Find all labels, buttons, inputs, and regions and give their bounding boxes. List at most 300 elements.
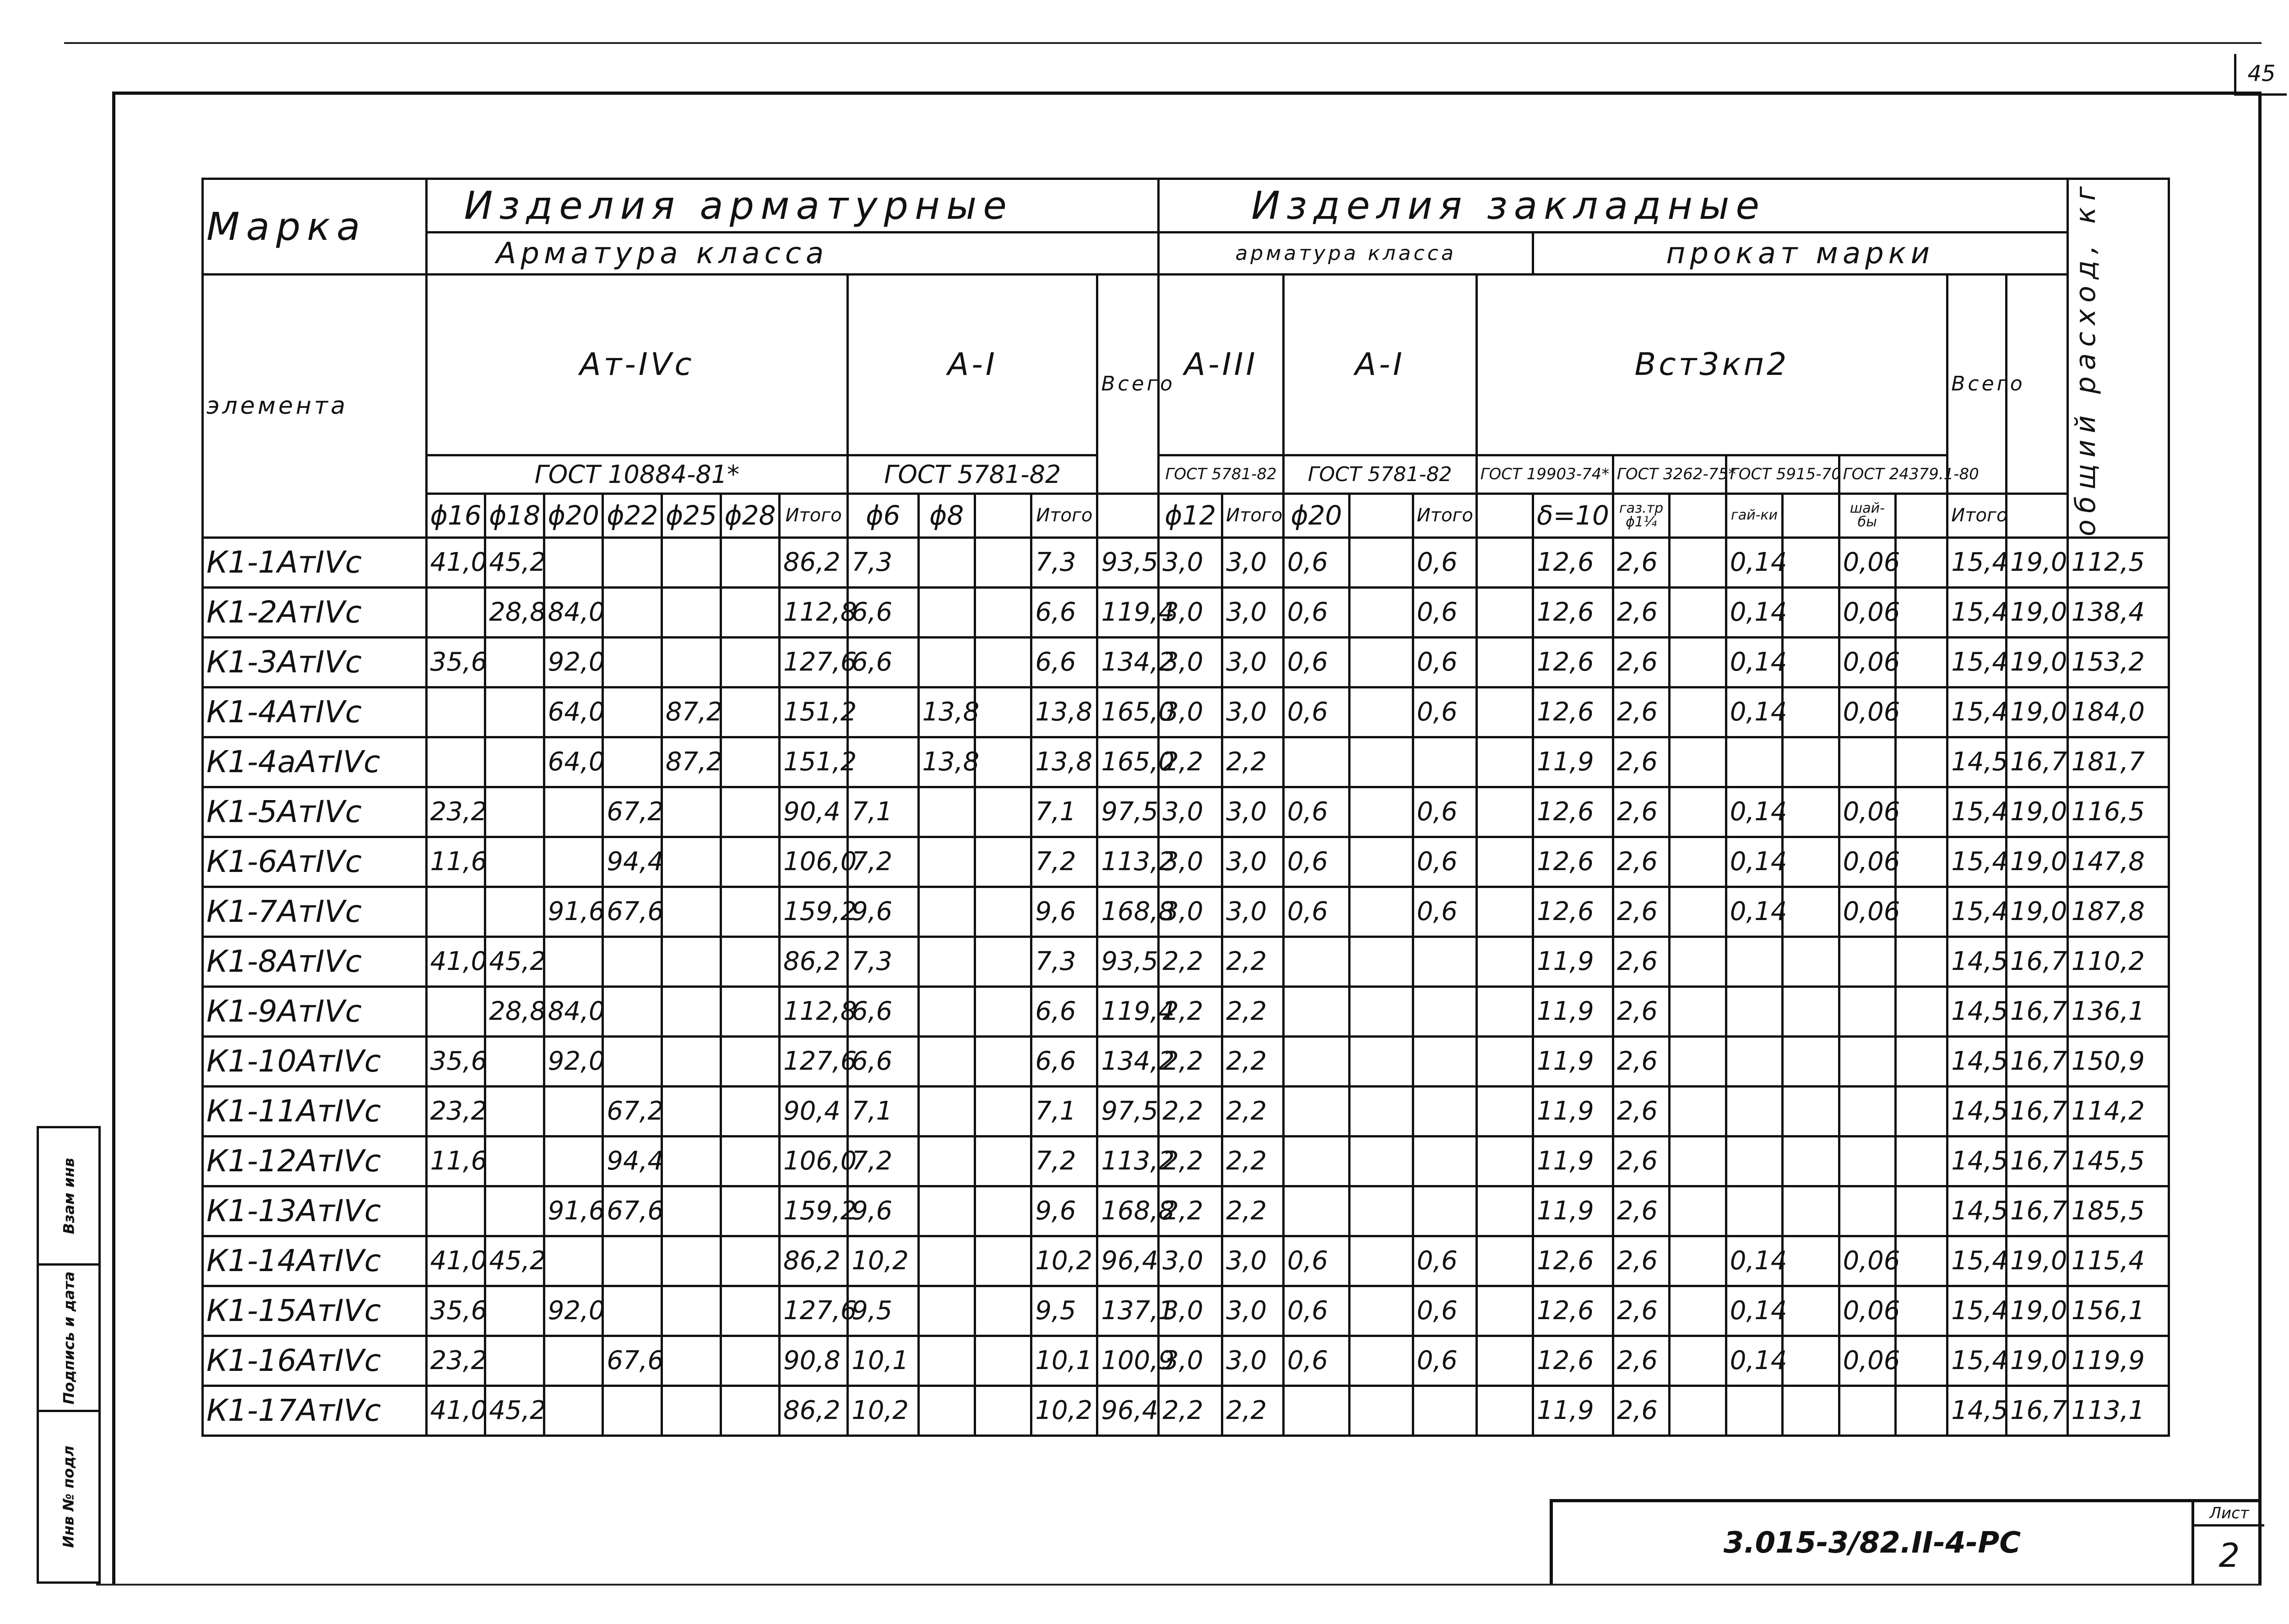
table-cell <box>426 737 485 787</box>
table-cell <box>1896 1086 1947 1136</box>
table-cell <box>721 837 780 887</box>
table-cell: 84,0 <box>544 986 603 1036</box>
table-cell <box>1896 1236 1947 1286</box>
header-d20b: ϕ20 <box>1283 493 1349 537</box>
table-cell: 3,0 <box>1222 587 1284 637</box>
table-cell <box>1670 637 1726 687</box>
table-cell <box>1670 1386 1726 1435</box>
table-cell <box>721 1386 780 1435</box>
table-cell <box>721 737 780 787</box>
table-cell: 2,6 <box>1613 587 1669 637</box>
table-cell <box>1896 737 1947 787</box>
table-cell: 12,6 <box>1533 637 1613 687</box>
table-cell <box>975 1036 1031 1086</box>
table-cell: 153,2 <box>2067 637 2169 687</box>
table-cell <box>544 837 603 887</box>
top-rule <box>64 42 2262 44</box>
header-total-2: Всего <box>1947 275 2007 494</box>
table-cell: 119,4 <box>1097 587 1159 637</box>
table-cell: 113,2 <box>1097 837 1159 887</box>
row-mark: К1-6АтIVс <box>203 837 427 887</box>
table-cell: 16,7 <box>2006 986 2067 1036</box>
table-cell <box>485 737 544 787</box>
table-row <box>203 1136 2169 1186</box>
header-empty <box>1783 493 1839 537</box>
table-cell <box>1783 1136 1839 1186</box>
table-cell <box>1839 1386 1895 1435</box>
row-mark: К1-1АтIVс <box>203 537 427 587</box>
table-cell: 6,6 <box>848 1036 918 1086</box>
table-cell: 0,06 <box>1839 687 1895 737</box>
table-cell <box>1476 1286 1533 1336</box>
table-cell: 16,7 <box>2006 1036 2067 1086</box>
table-cell <box>1670 1286 1726 1336</box>
table-cell: 2,6 <box>1613 1136 1669 1186</box>
table-cell: 7,2 <box>848 837 918 887</box>
table-cell: 127,6 <box>780 1036 848 1086</box>
table-cell: 0,14 <box>1726 637 1782 687</box>
table-cell: 106,0 <box>780 837 848 887</box>
table-cell: 11,9 <box>1533 1386 1613 1435</box>
table-cell <box>603 687 662 737</box>
table-cell: 119,9 <box>2067 1336 2169 1386</box>
table-cell: 113,2 <box>1097 1136 1159 1186</box>
header-gas-pipe: газ.тр ϕ1¼ <box>1613 493 1669 537</box>
table-cell: 67,2 <box>603 787 662 837</box>
table-row <box>203 1186 2169 1236</box>
table-cell: 11,9 <box>1533 986 1613 1036</box>
table-cell <box>485 787 544 837</box>
table-cell: 0,6 <box>1283 837 1349 887</box>
table-cell: 12,6 <box>1533 687 1613 737</box>
table-row <box>203 1036 2169 1086</box>
table-cell <box>1896 887 1947 937</box>
table-cell <box>1896 787 1947 837</box>
table-row <box>203 1386 2169 1435</box>
table-cell: 3,0 <box>1222 1286 1284 1336</box>
table-cell: 116,5 <box>2067 787 2169 837</box>
table-cell <box>1783 937 1839 986</box>
table-cell <box>544 787 603 837</box>
table-cell: 16,7 <box>2006 1086 2067 1136</box>
table-cell: 45,2 <box>485 1386 544 1435</box>
table-cell: 6,6 <box>1031 587 1097 637</box>
table-cell <box>1783 687 1839 737</box>
table-cell: 168,8 <box>1097 887 1159 937</box>
table-cell <box>544 937 603 986</box>
table-cell: 12,6 <box>1533 837 1613 887</box>
table-cell <box>975 986 1031 1036</box>
table-cell: 3,0 <box>1159 537 1222 587</box>
table-cell: 28,8 <box>485 986 544 1036</box>
table-cell <box>662 887 721 937</box>
table-cell: 11,9 <box>1533 1136 1613 1186</box>
table-cell: 0,6 <box>1413 1236 1476 1286</box>
table-row <box>203 687 2169 737</box>
table-cell <box>721 1236 780 1286</box>
table-cell <box>1839 1036 1895 1086</box>
table-cell <box>721 537 780 587</box>
table-cell <box>426 687 485 737</box>
side-strip-label: Подпись и дата <box>60 1271 77 1404</box>
table-cell <box>485 1086 544 1136</box>
table-cell <box>918 787 975 837</box>
table-cell: 3,0 <box>1222 537 1284 587</box>
table-cell: 0,6 <box>1413 587 1476 637</box>
table-cell <box>918 637 975 687</box>
table-cell: 92,0 <box>544 637 603 687</box>
table-cell: 96,4 <box>1097 1236 1159 1286</box>
table-cell: 0,6 <box>1413 887 1476 937</box>
table-cell: 2,2 <box>1222 737 1284 787</box>
row-mark: К1-12АтIVс <box>203 1136 427 1186</box>
table-cell: 91,6 <box>544 1186 603 1236</box>
table-cell: 45,2 <box>485 937 544 986</box>
table-cell: 2,2 <box>1159 1186 1222 1236</box>
header-d20: ϕ20 <box>544 493 603 537</box>
table-row <box>203 587 2169 637</box>
table-cell <box>426 1186 485 1236</box>
table-cell <box>721 887 780 937</box>
table-cell: 15,4 <box>1947 787 2007 837</box>
table-cell <box>662 1086 721 1136</box>
table-cell: 41,0 <box>426 1236 485 1286</box>
table-cell <box>975 537 1031 587</box>
table-cell <box>1670 1136 1726 1186</box>
table-cell <box>662 1386 721 1435</box>
table-cell: 16,7 <box>2006 1186 2067 1236</box>
row-mark: К1-7АтIVс <box>203 887 427 937</box>
table-cell: 14,5 <box>1947 986 2007 1036</box>
header-d28: ϕ28 <box>721 493 780 537</box>
table-cell: 15,4 <box>1947 637 2007 687</box>
table-cell <box>1413 1186 1476 1236</box>
table-cell <box>603 1036 662 1086</box>
table-cell: 112,8 <box>780 587 848 637</box>
table-cell: 145,5 <box>2067 1136 2169 1186</box>
table-cell: 15,4 <box>1947 1336 2007 1386</box>
table-cell: 11,9 <box>1533 737 1613 787</box>
table-cell: 2,2 <box>1159 1086 1222 1136</box>
header-embedded-products: Изделия закладные <box>1159 179 2067 233</box>
table-cell <box>1283 1186 1349 1236</box>
table-cell <box>603 637 662 687</box>
table-cell <box>1783 1386 1839 1435</box>
table-row <box>203 737 2169 787</box>
header-gost-10884: ГОСТ 10884-81* <box>426 455 848 493</box>
table-cell <box>1476 1386 1533 1435</box>
table-cell: 97,5 <box>1097 787 1159 837</box>
table-cell <box>1476 887 1533 937</box>
table-cell <box>1896 587 1947 637</box>
table-cell: 159,2 <box>780 887 848 937</box>
table-cell: 86,2 <box>780 1386 848 1435</box>
table-cell: 16,7 <box>2006 1386 2067 1435</box>
table-cell: 15,4 <box>1947 587 2007 637</box>
table-cell: 19,0 <box>2006 637 2067 687</box>
table-cell: 138,4 <box>2067 587 2169 637</box>
table-cell: 2,2 <box>1159 737 1222 787</box>
table-cell: 94,4 <box>603 837 662 887</box>
table-cell <box>1349 1186 1413 1236</box>
table-cell: 134,2 <box>1097 1036 1159 1086</box>
row-mark: К1-11АтIVс <box>203 1086 427 1136</box>
table-cell <box>918 1386 975 1435</box>
table-cell: 45,2 <box>485 1236 544 1286</box>
table-cell <box>918 537 975 587</box>
table-cell: 12,6 <box>1533 887 1613 937</box>
table-cell: 9,6 <box>848 887 918 937</box>
table-cell: 184,0 <box>2067 687 2169 737</box>
table-cell: 0,6 <box>1283 637 1349 687</box>
table-cell <box>1896 937 1947 986</box>
table-cell <box>1670 837 1726 887</box>
table-row <box>203 1086 2169 1136</box>
header-mark: Марка <box>203 179 427 275</box>
table-cell <box>1283 1036 1349 1086</box>
table-cell <box>1476 587 1533 637</box>
table-cell: 3,0 <box>1222 1236 1284 1286</box>
table-cell: 113,1 <box>2067 1386 2169 1435</box>
table-cell: 11,6 <box>426 1136 485 1186</box>
table-cell: 0,14 <box>1726 787 1782 837</box>
table-cell: 14,5 <box>1947 1386 2007 1435</box>
sheet-number: 2 <box>2218 1536 2240 1575</box>
header-overall <box>2067 179 2169 538</box>
table-cell <box>1896 637 1947 687</box>
table-cell <box>1476 737 1533 787</box>
table-cell: 15,4 <box>1947 687 2007 737</box>
table-cell: 90,8 <box>780 1336 848 1386</box>
table-cell: 19,0 <box>2006 837 2067 887</box>
table-cell: 0,14 <box>1726 1236 1782 1286</box>
side-strip <box>37 1126 105 1584</box>
table-cell <box>721 1036 780 1086</box>
table-cell: 35,6 <box>426 637 485 687</box>
table-cell <box>544 1086 603 1136</box>
header-rolled-grade: прокат марки <box>1533 233 2068 275</box>
table-cell <box>1839 1186 1895 1236</box>
header-gost-5781-small: ГОСТ 5781-82 <box>1159 455 1284 493</box>
table-cell: 0,6 <box>1413 537 1476 587</box>
table-cell: 23,2 <box>426 1086 485 1136</box>
table-cell <box>1783 1336 1839 1386</box>
table-cell: 0,14 <box>1726 537 1782 587</box>
table-cell: 7,1 <box>1031 1086 1097 1136</box>
table-cell <box>1726 1086 1782 1136</box>
header-armature-products: Изделия арматурные <box>426 179 1159 233</box>
table-cell <box>603 537 662 587</box>
table-cell <box>485 1036 544 1086</box>
table-cell: 10,2 <box>848 1236 918 1286</box>
table-cell: 7,3 <box>848 937 918 986</box>
table-body <box>203 537 2169 1435</box>
table-row <box>203 537 2169 587</box>
table-cell: 10,1 <box>1031 1336 1097 1386</box>
table-cell: 165,0 <box>1097 687 1159 737</box>
table-cell <box>1896 1336 1947 1386</box>
table-cell <box>1839 1136 1895 1186</box>
table-cell: 0,06 <box>1839 1236 1895 1286</box>
header-itogo-3: Итого <box>1222 493 1284 537</box>
table-cell: 0,06 <box>1839 637 1895 687</box>
table-cell: 6,6 <box>1031 637 1097 687</box>
table-cell <box>1476 1236 1533 1286</box>
table-cell: 12,6 <box>1533 537 1613 587</box>
table-cell <box>918 1186 975 1236</box>
table-cell <box>1783 787 1839 837</box>
table-cell: 13,8 <box>918 737 975 787</box>
table-cell <box>918 837 975 887</box>
table-cell: 12,6 <box>1533 587 1613 637</box>
table-cell: 136,1 <box>2067 986 2169 1036</box>
header-b10: δ=10 <box>1533 493 1613 537</box>
table-cell <box>1349 1286 1413 1336</box>
table-row <box>203 837 2169 887</box>
table-cell <box>918 986 975 1036</box>
table-cell <box>1783 637 1839 687</box>
table-cell: 19,0 <box>2006 1336 2067 1386</box>
table-cell <box>721 637 780 687</box>
table-cell: 14,5 <box>1947 1186 2007 1236</box>
table-cell <box>544 1386 603 1435</box>
table-cell: 6,6 <box>1031 1036 1097 1086</box>
table-cell: 0,6 <box>1413 1336 1476 1386</box>
table-cell: 6,6 <box>1031 986 1097 1036</box>
table-cell: 92,0 <box>544 1036 603 1086</box>
table-cell: 3,0 <box>1159 837 1222 887</box>
row-mark: К1-17АтIVс <box>203 1386 427 1435</box>
specification-table <box>201 178 2170 1437</box>
table-cell: 137,1 <box>1097 1286 1159 1336</box>
table-cell <box>1413 937 1476 986</box>
table-cell <box>1783 837 1839 887</box>
table-cell <box>1726 737 1782 787</box>
table-cell <box>1896 537 1947 587</box>
table-cell: 23,2 <box>426 1336 485 1386</box>
table-cell: 15,4 <box>1947 1286 2007 1336</box>
table-cell <box>1349 837 1413 887</box>
header-washers: шай-бы <box>1839 493 1895 537</box>
header-total-1: Всего <box>1097 275 1159 494</box>
table-cell <box>426 887 485 937</box>
table-cell: 11,9 <box>1533 1036 1613 1086</box>
table-cell <box>662 1036 721 1086</box>
table-cell <box>1349 1236 1413 1286</box>
table-cell <box>918 1236 975 1286</box>
table-cell <box>1476 937 1533 986</box>
table-cell: 2,6 <box>1613 1186 1669 1236</box>
table-cell <box>721 787 780 837</box>
table-cell <box>1349 687 1413 737</box>
table-cell: 134,2 <box>1097 637 1159 687</box>
table-cell <box>975 1186 1031 1236</box>
table-cell: 2,6 <box>1613 986 1669 1036</box>
table-cell: 2,2 <box>1222 1036 1284 1086</box>
table-cell: 3,0 <box>1159 887 1222 937</box>
header-total-2-bottom <box>2006 493 2067 537</box>
table-cell <box>1476 986 1533 1036</box>
table-cell: 0,6 <box>1283 1336 1349 1386</box>
table-cell: 106,0 <box>780 1136 848 1186</box>
table-cell: 14,5 <box>1947 1136 2007 1186</box>
header-a-iii: А-III <box>1159 275 1284 455</box>
table-cell: 90,4 <box>780 787 848 837</box>
table-cell: 9,6 <box>1031 1186 1097 1236</box>
table-cell: 67,6 <box>603 887 662 937</box>
table-cell <box>1349 737 1413 787</box>
table-cell: 6,6 <box>848 986 918 1036</box>
table-cell: 19,0 <box>2006 687 2067 737</box>
table-cell <box>848 687 918 737</box>
table-cell <box>1670 587 1726 637</box>
table-cell <box>603 937 662 986</box>
table-cell: 0,6 <box>1413 837 1476 887</box>
row-mark: К1-10АтIVс <box>203 1036 427 1086</box>
row-mark: К1-8АтIVс <box>203 937 427 986</box>
sheet-box <box>2191 1502 2264 1584</box>
table-cell: 2,2 <box>1222 1386 1284 1435</box>
table-cell <box>1349 1136 1413 1186</box>
table-cell: 64,0 <box>544 687 603 737</box>
table-cell: 2,6 <box>1613 1236 1669 1286</box>
table-cell <box>1476 637 1533 687</box>
table-cell <box>1670 1036 1726 1086</box>
row-mark: К1-14АтIVс <box>203 1236 427 1286</box>
row-mark: К1-5АтIVс <box>203 787 427 837</box>
table-cell: 150,9 <box>2067 1036 2169 1086</box>
table-cell: 0,06 <box>1839 587 1895 637</box>
side-strip-cell-replace <box>37 1126 101 1266</box>
table-cell: 0,06 <box>1839 1286 1895 1336</box>
table-row <box>203 887 2169 937</box>
table-cell: 84,0 <box>544 587 603 637</box>
table-cell <box>662 1236 721 1286</box>
table-cell: 0,14 <box>1726 687 1782 737</box>
table-cell: 2,6 <box>1613 787 1669 837</box>
header-a-i-2: А-I <box>1283 275 1476 455</box>
table-cell <box>662 787 721 837</box>
table-row <box>203 986 2169 1036</box>
table-cell <box>1349 887 1413 937</box>
table-cell: 0,6 <box>1413 637 1476 687</box>
header-vst3kp2: Вст3кп2 <box>1476 275 1947 455</box>
table-cell: 15,4 <box>1947 837 2007 887</box>
table-cell: 16,7 <box>2006 1136 2067 1186</box>
table-cell <box>485 837 544 887</box>
table-row <box>203 1236 2169 1286</box>
table-cell <box>1839 737 1895 787</box>
header-gost-24379: ГОСТ 24379.1-80 <box>1839 455 1947 493</box>
table-cell: 115,4 <box>2067 1236 2169 1286</box>
table-cell: 7,1 <box>848 1086 918 1136</box>
table-cell: 28,8 <box>485 587 544 637</box>
table-cell <box>721 1086 780 1136</box>
table-cell: 3,0 <box>1159 787 1222 837</box>
header-gost-3262: ГОСТ 3262-75* <box>1613 455 1726 493</box>
header-d12: ϕ12 <box>1159 493 1222 537</box>
table-cell <box>1896 1036 1947 1086</box>
table-cell: 19,0 <box>2006 787 2067 837</box>
table-cell <box>1476 1086 1533 1136</box>
table-cell: 2,2 <box>1222 937 1284 986</box>
table-cell: 2,2 <box>1222 1186 1284 1236</box>
table-cell: 86,2 <box>780 937 848 986</box>
side-strip-label: Взам инв <box>60 1158 77 1234</box>
table-row <box>203 637 2169 687</box>
table-cell: 14,5 <box>1947 937 2007 986</box>
table-cell <box>485 687 544 737</box>
